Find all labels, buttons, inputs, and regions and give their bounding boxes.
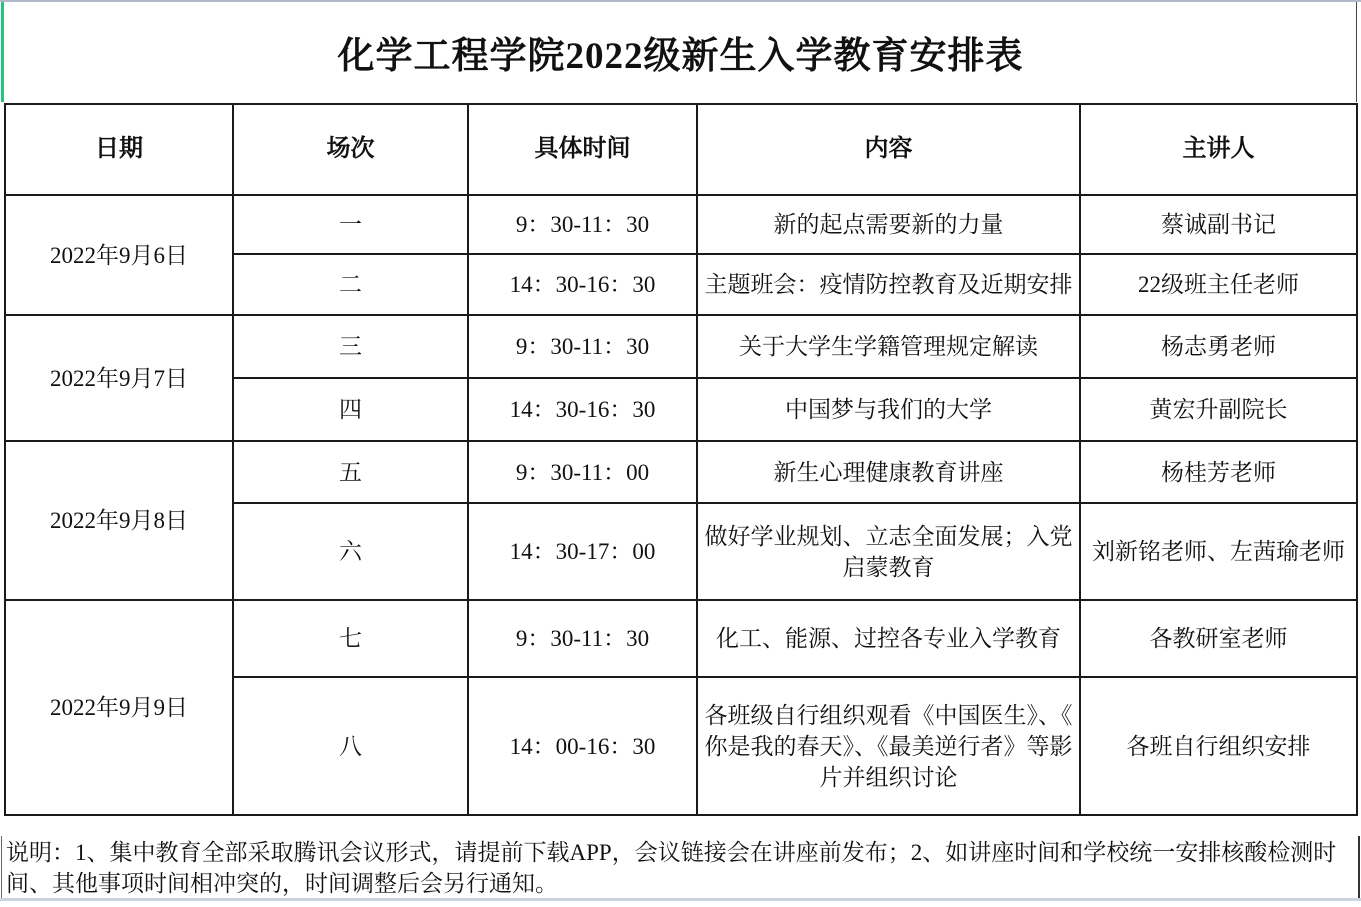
time-cell: 14：00-16：30 xyxy=(468,677,697,815)
content-cell: 做好学业规划、立志全面发展；入党启蒙教育 xyxy=(697,503,1080,600)
speaker-cell: 黄宏升副院长 xyxy=(1080,378,1357,441)
session-cell: 六 xyxy=(233,503,468,600)
table-row xyxy=(5,600,1357,677)
window-bottom-edge xyxy=(0,898,1361,901)
content-cell: 中国梦与我们的大学 xyxy=(697,378,1080,441)
title-row xyxy=(5,2,1357,102)
date-cell: 2022年9月8日 xyxy=(5,441,233,600)
header-row xyxy=(5,104,1357,195)
speaker-cell: 杨桂芳老师 xyxy=(1080,441,1357,503)
time-cell: 14：30-16：30 xyxy=(468,254,697,315)
time-cell: 9：30-11：30 xyxy=(468,315,697,378)
speaker-cell: 各教研室老师 xyxy=(1080,600,1357,677)
speaker-cell: 蔡诚副书记 xyxy=(1080,195,1357,254)
table-row xyxy=(5,441,1357,503)
speaker-cell: 杨志勇老师 xyxy=(1080,315,1357,378)
content-cell: 关于大学生学籍管理规定解读 xyxy=(697,315,1080,378)
time-cell: 14：30-16：30 xyxy=(468,378,697,441)
session-cell: 一 xyxy=(233,195,468,254)
selection-green-bar xyxy=(1,2,4,102)
header-cell-session: 场次 xyxy=(233,104,468,195)
page-title: 化学工程学院2022级新生入学教育安排表 xyxy=(337,36,1024,77)
session-cell: 四 xyxy=(233,378,468,441)
speaker-cell: 22级班主任老师 xyxy=(1080,254,1357,315)
header-cell-date: 日期 xyxy=(5,104,233,195)
time-cell: 9：30-11：30 xyxy=(468,600,697,677)
time-cell: 9：30-11：30 xyxy=(468,195,697,254)
speaker-cell: 刘新铭老师、左茜瑜老师 xyxy=(1080,503,1357,600)
session-cell: 三 xyxy=(233,315,468,378)
content-cell: 新的起点需要新的力量 xyxy=(697,195,1080,254)
session-cell: 八 xyxy=(233,677,468,815)
time-cell: 14：30-17：00 xyxy=(468,503,697,600)
content-cell: 新生心理健康教育讲座 xyxy=(697,441,1080,503)
speaker-cell: 各班自行组织安排 xyxy=(1080,677,1357,815)
content-cell: 主题班会：疫情防控教育及近期安排 xyxy=(697,254,1080,315)
date-cell: 2022年9月9日 xyxy=(5,600,233,815)
header-cell-content: 内容 xyxy=(697,104,1080,195)
note-text: 说明：1、集中教育全部采取腾讯会议形式，请提前下载APP，会议链接会在讲座前发布；2、如讲座时间和学校统一安排核酸检测时间、其他事项时间相冲突的，时间调整后会另行通知。 xyxy=(1,836,1360,898)
time-cell: 9：30-11：00 xyxy=(468,441,697,503)
content-cell: 化工、能源、过控各专业入学教育 xyxy=(697,600,1080,677)
session-cell: 二 xyxy=(233,254,468,315)
table-row xyxy=(5,195,1357,254)
table-row xyxy=(5,315,1357,378)
date-cell: 2022年9月7日 xyxy=(5,315,233,441)
header-cell-speaker: 主讲人 xyxy=(1080,104,1357,195)
session-cell: 七 xyxy=(233,600,468,677)
date-cell: 2022年9月6日 xyxy=(5,195,233,315)
schedule-table xyxy=(4,103,1358,816)
session-cell: 五 xyxy=(233,441,468,503)
content-cell: 各班级自行组织观看《中国医生》、《你是我的春天》、《最美逆行者》等影片并组织讨论 xyxy=(697,677,1080,815)
header-cell-time: 具体时间 xyxy=(468,104,697,195)
